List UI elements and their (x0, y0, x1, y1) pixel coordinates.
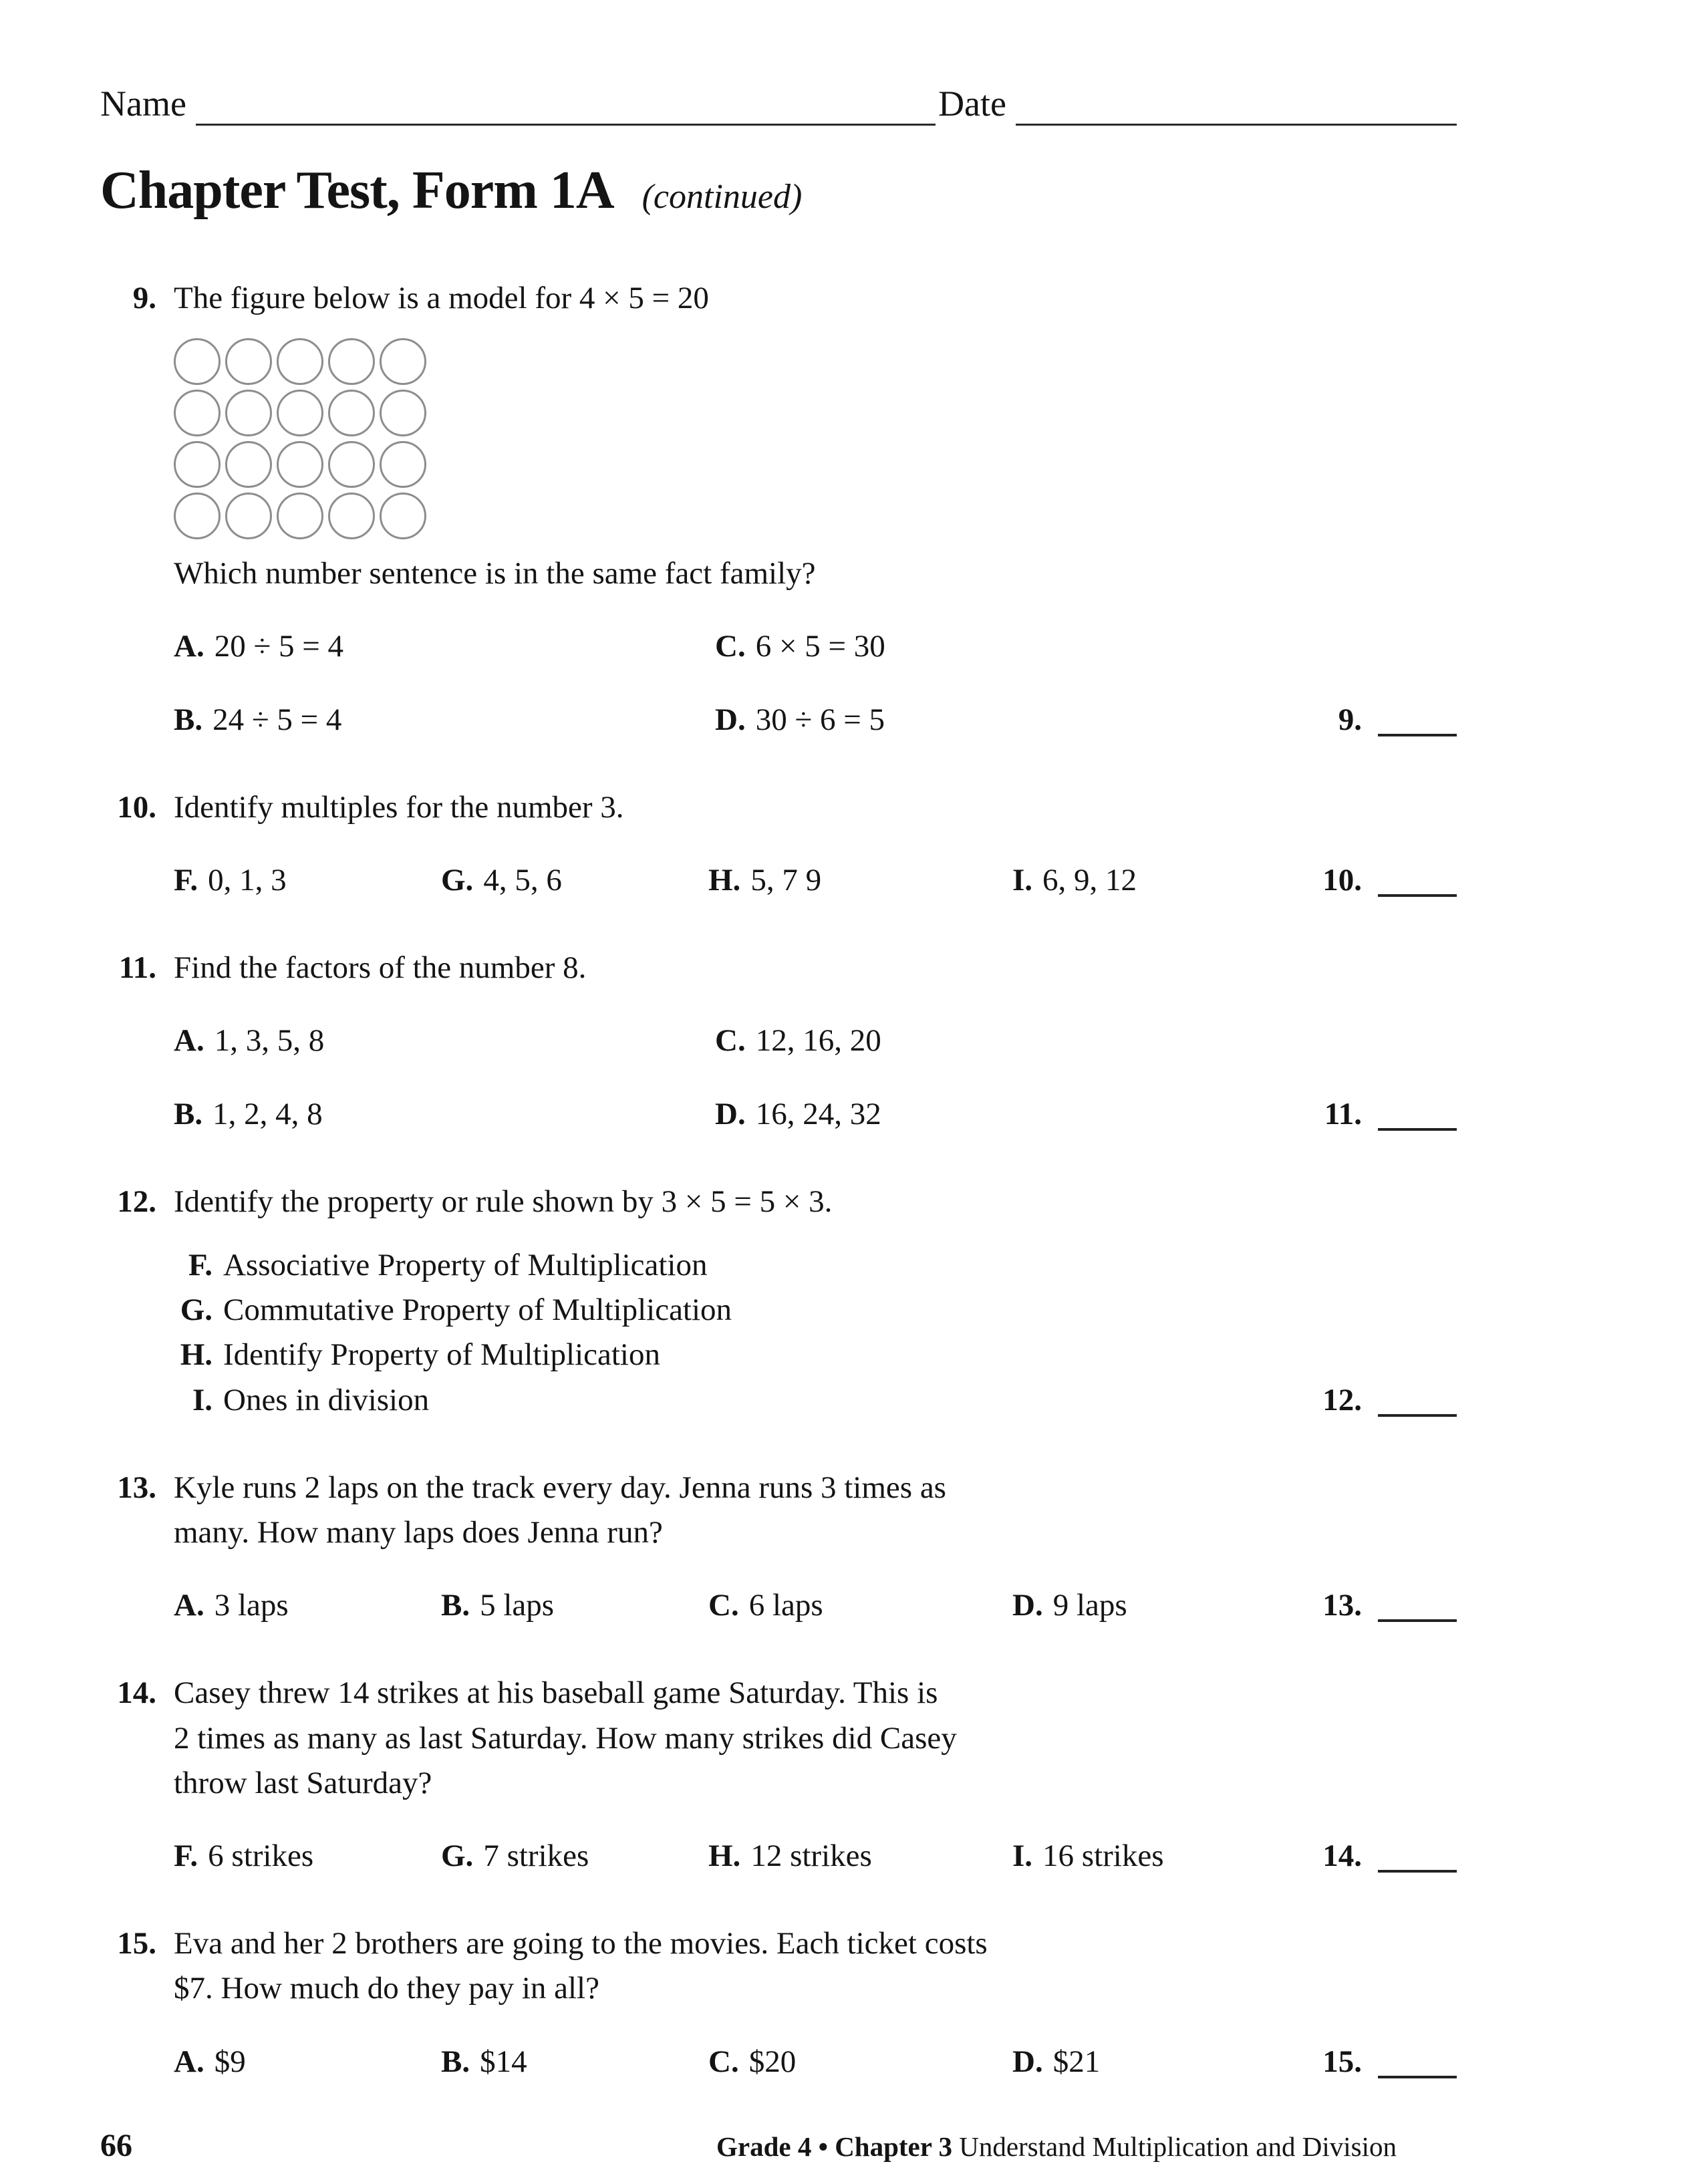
choice-f (174, 858, 441, 903)
choice-label: G. (180, 1292, 212, 1328)
question-subprompt: Which number sentence is in the same fact family? (174, 556, 816, 591)
name-write-line[interactable] (196, 90, 936, 126)
name-label: Name (100, 84, 186, 124)
question-10 (100, 785, 1457, 903)
question-number: 10. (117, 789, 156, 825)
question-prompt: Find the factors of the number 8. (174, 950, 587, 986)
choice-g (441, 1834, 708, 1879)
counter-circle (328, 390, 375, 436)
answer-blank-12[interactable] (1378, 1409, 1457, 1417)
question-14 (100, 1671, 1457, 1879)
array-model-figure (174, 338, 1457, 539)
choice-label: D. (715, 1096, 746, 1131)
choice-d (715, 1092, 881, 1137)
choice-text: 9 laps (1052, 1588, 1127, 1623)
choice-d (1012, 1583, 1127, 1628)
answer-number: 13. (1322, 1588, 1362, 1623)
counter-circle (277, 441, 323, 488)
question-number: 13. (117, 1470, 156, 1505)
choice-c (715, 624, 885, 669)
footer-credit-bold: Grade 4 • Chapter 3 (716, 2131, 952, 2162)
question-number: 9. (132, 281, 156, 315)
counter-circle (225, 338, 272, 385)
choice-text: 12 strikes (750, 1838, 872, 1874)
choice-label: C. (708, 2044, 739, 2079)
choice-label: D. (1012, 2044, 1043, 2079)
choice-label: H. (708, 1838, 741, 1874)
footer-page-number: 66 (100, 2127, 132, 2163)
answer-blank-13[interactable] (1378, 1614, 1457, 1622)
choice-b (174, 1092, 715, 1137)
date-write-line[interactable] (1016, 90, 1457, 126)
question-number: 11. (118, 950, 156, 986)
question-prompt: Eva and her 2 brothers are going to the movies. Each ticket costs $7. How much do they pay in all? (174, 1926, 988, 2006)
question-9 (100, 276, 1457, 742)
question-11 (100, 946, 1457, 1137)
choice-text: 6, 9, 12 (1042, 863, 1137, 898)
choice-c (715, 1018, 881, 1063)
choice-c (708, 2040, 1012, 2084)
counter-circle (174, 441, 221, 488)
choice-d (715, 698, 885, 742)
choice-a (174, 624, 715, 669)
choice-label: B. (441, 1588, 470, 1623)
choice-text: 6 strikes (208, 1838, 314, 1874)
choice-h (708, 858, 1012, 903)
answer-slot-11 (1324, 1092, 1457, 1137)
question-15 (100, 1921, 1457, 2084)
choice-h (174, 1333, 1457, 1377)
choice-text: 1, 3, 5, 8 (214, 1023, 325, 1059)
answer-slot-9 (1338, 698, 1457, 742)
choice-c (708, 1583, 1012, 1628)
choice-label: A. (174, 2044, 204, 2079)
counter-circle (328, 493, 375, 539)
choice-text: Commutative Property of Multiplication (223, 1292, 732, 1328)
answer-number: 14. (1322, 1838, 1362, 1874)
counter-circle (328, 338, 375, 385)
choice-label: F. (188, 1248, 212, 1283)
answer-number: 9. (1338, 702, 1362, 737)
page-footer (100, 2127, 1457, 2164)
choice-text: 4, 5, 6 (483, 863, 562, 898)
choice-text: Ones in division (223, 1382, 430, 1417)
page-title: Chapter Test, Form 1A (100, 161, 614, 220)
choice-text: 16 strikes (1042, 1838, 1164, 1874)
answer-number: 10. (1322, 863, 1362, 898)
title-row (100, 160, 1457, 221)
counter-circle (380, 338, 426, 385)
question-prompt: Kyle runs 2 laps on the track every day. Jenna runs 3 times as many. How many laps does Jenna run? (174, 1470, 946, 1550)
answer-slot-12 (1322, 1378, 1457, 1423)
answer-slot-10 (1322, 858, 1457, 903)
question-number: 15. (117, 1926, 156, 1961)
answer-blank-10[interactable] (1378, 889, 1457, 897)
counter-circle (174, 390, 221, 436)
choice-a (174, 1018, 715, 1063)
question-prompt: The figure below is a model for 4 × 5 = 20 (174, 281, 709, 315)
choice-b (174, 698, 715, 742)
choice-label: I. (192, 1382, 212, 1417)
counter-circle (225, 390, 272, 436)
choice-label: I. (1012, 863, 1033, 898)
choice-text: 6 laps (748, 1588, 823, 1623)
question-12 (100, 1180, 1457, 1423)
choice-i (174, 1378, 1457, 1423)
choice-text: 6 × 5 = 30 (755, 629, 885, 664)
answer-slot-13 (1322, 1583, 1457, 1628)
choice-text: Associative Property of Multiplication (223, 1248, 708, 1283)
choice-label: I. (1012, 1838, 1033, 1874)
choice-b (441, 2040, 708, 2084)
choice-text: Identify Property of Multiplication (223, 1337, 660, 1373)
choice-h (708, 1834, 1012, 1879)
choice-label: D. (715, 702, 746, 737)
choice-label: H. (180, 1337, 212, 1373)
choice-text: 16, 24, 32 (755, 1096, 881, 1131)
page-title-continued: (continued) (642, 178, 803, 216)
counter-circle (380, 390, 426, 436)
question-13 (100, 1466, 1457, 1629)
choice-b (441, 1583, 708, 1628)
counter-circle (328, 441, 375, 488)
counter-circle (174, 493, 221, 539)
answer-slot-14 (1322, 1834, 1457, 1879)
choice-text: 20 ÷ 5 = 4 (214, 629, 344, 664)
choice-text: 30 ÷ 6 = 5 (755, 702, 885, 737)
choice-label: B. (174, 702, 203, 737)
question-prompt: Identify the property or rule shown by 3 × 5 = 5 × 3. (174, 1184, 833, 1219)
choice-f (174, 1834, 441, 1879)
choice-label: B. (441, 2044, 470, 2079)
answer-blank-9[interactable] (1378, 728, 1457, 736)
counter-circle (225, 493, 272, 539)
choice-label: B. (174, 1096, 203, 1131)
choice-a (174, 1583, 441, 1628)
choice-label: A. (174, 1588, 204, 1623)
question-number: 14. (117, 1675, 156, 1711)
answer-blank-15[interactable] (1378, 2070, 1457, 2078)
answer-number: 12. (1322, 1382, 1362, 1417)
choice-text: 3 laps (214, 1588, 289, 1623)
choice-i (1012, 1834, 1164, 1879)
choice-text: 7 strikes (483, 1838, 589, 1874)
choice-text: 1, 2, 4, 8 (212, 1096, 323, 1131)
choice-text: 12, 16, 20 (755, 1023, 881, 1059)
counter-circle (277, 390, 323, 436)
choice-f (174, 1243, 1457, 1288)
name-date-row (100, 86, 1457, 126)
choice-label: G. (441, 1838, 474, 1874)
question-prompt: Casey threw 14 strikes at his baseball game Saturday. This is 2 times as many as last Saturday. How many strikes did Casey throw last Saturday? (174, 1675, 957, 1800)
counter-circle (174, 338, 221, 385)
choice-g (174, 1288, 1457, 1333)
choice-text: $14 (480, 2044, 527, 2079)
counter-circle (277, 338, 323, 385)
date-label: Date (938, 84, 1006, 124)
choice-label: D. (1012, 1588, 1043, 1623)
answer-blank-14[interactable] (1378, 1865, 1457, 1873)
choice-a (174, 2040, 441, 2084)
choice-label: H. (708, 863, 741, 898)
choice-label: F. (174, 863, 198, 898)
question-number: 12. (117, 1184, 156, 1219)
choice-label: C. (715, 1023, 746, 1059)
choice-text: $21 (1052, 2044, 1101, 2079)
answer-number: 11. (1324, 1096, 1362, 1131)
footer-credit-rest: Understand Multiplication and Division (952, 2131, 1397, 2162)
counter-circle (225, 441, 272, 488)
choice-text: $9 (214, 2044, 246, 2079)
counter-circle (380, 493, 426, 539)
choice-label: C. (708, 1588, 739, 1623)
answer-blank-11[interactable] (1378, 1123, 1457, 1131)
choice-label: C. (715, 629, 746, 664)
choice-label: F. (174, 1838, 198, 1874)
answer-slot-15 (1322, 2040, 1457, 2084)
counter-circle (277, 493, 323, 539)
question-prompt: Identify multiples for the number 3. (174, 789, 624, 825)
counter-circle (380, 441, 426, 488)
choice-text: 0, 1, 3 (208, 863, 287, 898)
choice-text: $20 (748, 2044, 797, 2079)
choice-label: A. (174, 1023, 204, 1059)
choice-text: 24 ÷ 5 = 4 (212, 702, 342, 737)
choice-i (1012, 858, 1137, 903)
choice-d (1012, 2040, 1100, 2084)
footer-credit (716, 2131, 1397, 2163)
choice-label: G. (441, 863, 474, 898)
choice-text: 5, 7 9 (750, 863, 822, 898)
choice-g (441, 858, 708, 903)
choice-text: 5 laps (480, 1588, 555, 1623)
answer-number: 15. (1322, 2044, 1362, 2079)
choice-label: A. (174, 629, 204, 664)
